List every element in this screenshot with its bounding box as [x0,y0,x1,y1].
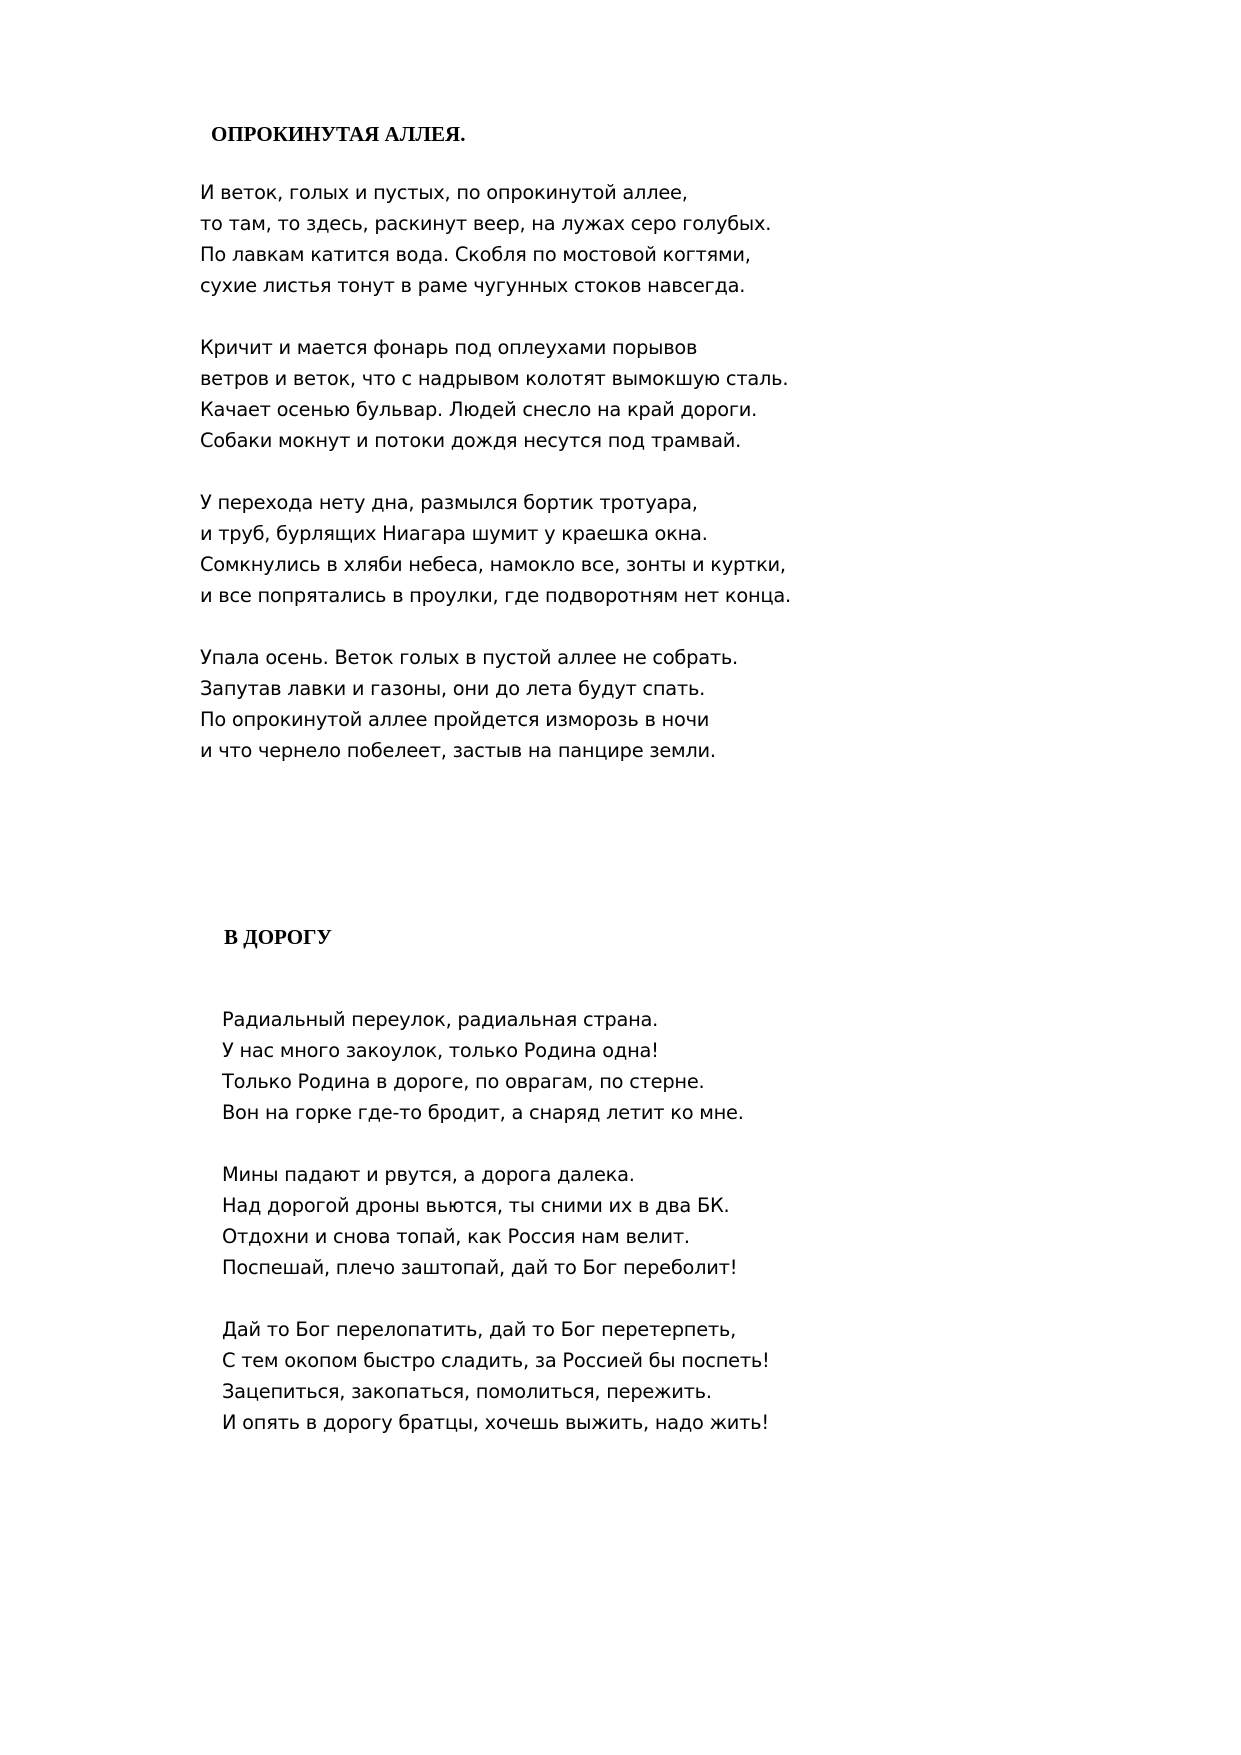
poem-line: и все попрятались в проулки, где подворотням нет конца. [200,584,791,607]
stanza [222,1004,770,1128]
poem-line: И веток, голых и пустых, по опрокинутой аллее, [200,181,688,204]
poem-line: У перехода нету дна, размылся бортик тротуара, [200,491,698,514]
poem-line: Качает осенью бульвар. Людей снесло на край дороги. [200,398,758,421]
poem-line: Только Родина в дороге, по оврагам, по стерне. [222,1070,705,1093]
poem-line: У нас много закоулок, только Родина одна! [222,1039,659,1062]
poem-line: и труб, бурлящих Ниагара шумит у краешка окна. [200,522,708,545]
poem-line: Дай то Бог перелопатить, дай то Бог перетерпеть, [222,1318,737,1341]
poem-line: то там, то здесь, раскинут веер, на лужах серо голубых. [200,212,772,235]
poem-line: По лавкам катится вода. Скобля по мостовой когтями, [200,243,751,266]
stanza [200,177,791,301]
poem-line: ветров и веток, что с надрывом колотят вымокшую сталь. [200,367,789,390]
poem-body [222,1004,770,1469]
stanza [222,1314,770,1438]
poem-line: Радиальный переулок, радиальная страна. [222,1008,659,1031]
poem-line: Зацепиться, закопаться, помолиться, пережить. [222,1380,712,1403]
stanza [200,642,791,766]
poem-line: Отдохни и снова топай, как Россия нам велит. [222,1225,690,1248]
poem-line: С тем окопом быстро сладить, за Россией бы поспеть! [222,1349,770,1372]
poem-title: ОПРОКИНУТАЯ АЛЛЕЯ. [211,122,466,146]
poem-line: Собаки мокнут и потоки дождя несутся под трамвай. [200,429,742,452]
poem-line: сухие листья тонут в раме чугунных стоков навсегда. [200,274,746,297]
poem-line: Поспешай, плечо заштопай, дай то Бог переболит! [222,1256,738,1279]
poem-line: Вон на горке где-то бродит, а снаряд летит ко мне. [222,1101,744,1124]
stanza [200,332,791,456]
poem-line: И опять в дорогу братцы, хочешь выжить, надо жить! [222,1411,769,1434]
poem-line: Мины падают и рвутся, а дорога далека. [222,1163,635,1186]
poem-line: Над дорогой дроны вьются, ты сними их в два БК. [222,1194,730,1217]
poem-line: По опрокинутой аллее пройдется изморозь в ночи [200,708,710,731]
stanza [222,1159,770,1283]
poem-line: Запутав лавки и газоны, они до лета будут спать. [200,677,706,700]
poem-title: В ДОРОГУ [224,925,332,949]
poem-line: Упала осень. Веток голых в пустой аллее не собрать. [200,646,738,669]
poem-line: и что чернело побелеет, застыв на панцире земли. [200,739,716,762]
stanza [200,487,791,611]
poem-line: Кричит и мается фонарь под оплеухами порывов [200,336,698,359]
poem-body [200,177,791,797]
poem-line: Сомкнулись в хляби небеса, намокло все, зонты и куртки, [200,553,786,576]
